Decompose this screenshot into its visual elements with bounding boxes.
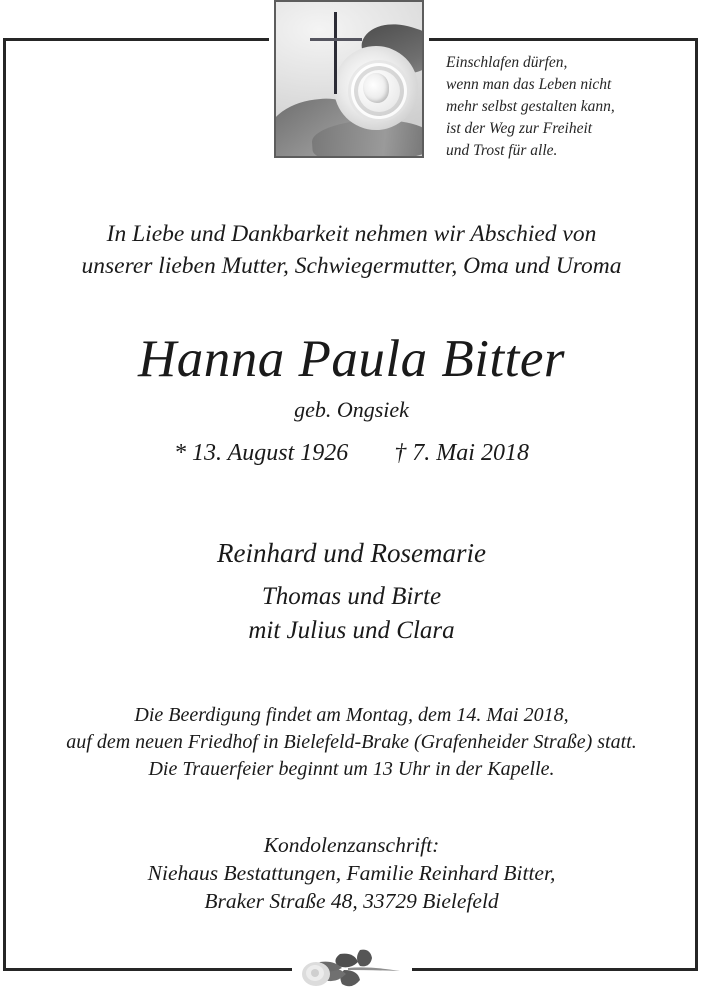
condolence-line-3: Braker Straße 48, 33729 Bielefeld bbox=[204, 889, 499, 913]
intro-line-1: In Liebe und Dankbarkeit nehmen wir Abschied von bbox=[106, 221, 597, 247]
condolence-heading: Kondolenzanschrift: bbox=[263, 833, 440, 857]
funeral-line-2: auf dem neuen Friedhof in Bielefeld-Brake (Grafenheider Straße) statt. bbox=[66, 731, 637, 753]
maiden-name: geb. Ongsiek bbox=[294, 397, 409, 422]
quote-line-3: mehr selbst gestalten kann, bbox=[446, 98, 615, 115]
survivor-line-2: Thomas und Birte bbox=[261, 583, 442, 610]
condolence-line-2: Niehaus Bestattungen, Familie Reinhard Bitter, bbox=[147, 861, 556, 885]
survivor-line-3: mit Julius und Clara bbox=[248, 617, 455, 644]
death-symbol: † bbox=[394, 440, 407, 466]
memorial-quote bbox=[446, 52, 676, 162]
survivor-line-1: Reinhard und Rosemarie bbox=[217, 538, 486, 568]
cross-vertical-bar bbox=[334, 12, 337, 94]
rose-ornament-icon bbox=[300, 944, 404, 992]
intro-line-2: unserer lieben Mutter, Schwiegermutter, Oma und Uroma bbox=[81, 253, 622, 279]
intro-text bbox=[8, 218, 695, 282]
memorial-photo bbox=[274, 0, 424, 158]
notice-content bbox=[8, 200, 695, 915]
death-date: 7. Mai 2018 bbox=[412, 440, 529, 466]
quote-line-4: ist der Weg zur Freiheit bbox=[446, 120, 593, 137]
birth-date: 13. August 1926 bbox=[192, 440, 349, 466]
funeral-line-1: Die Beerdigung findet am Montag, dem 14. Mai 2018, bbox=[134, 704, 569, 726]
quote-line-5: und Trost für alle. bbox=[446, 142, 558, 159]
life-dates bbox=[8, 438, 695, 468]
cross-horizontal-bar bbox=[310, 38, 362, 41]
survivors-list bbox=[8, 534, 695, 648]
quote-line-2: wenn man das Leben nicht bbox=[446, 76, 612, 93]
cross-icon bbox=[310, 12, 362, 94]
survivors-spacer bbox=[8, 572, 695, 580]
condolence-address bbox=[8, 831, 695, 915]
birth-symbol: * bbox=[174, 440, 187, 466]
quote-line-1: Einschlafen dürfen, bbox=[446, 54, 568, 71]
funeral-line-3: Die Trauerfeier beginnt um 13 Uhr in der Kapelle. bbox=[148, 758, 555, 780]
funeral-details bbox=[8, 702, 695, 783]
deceased-name: Hanna Paula Bitter bbox=[137, 330, 566, 388]
